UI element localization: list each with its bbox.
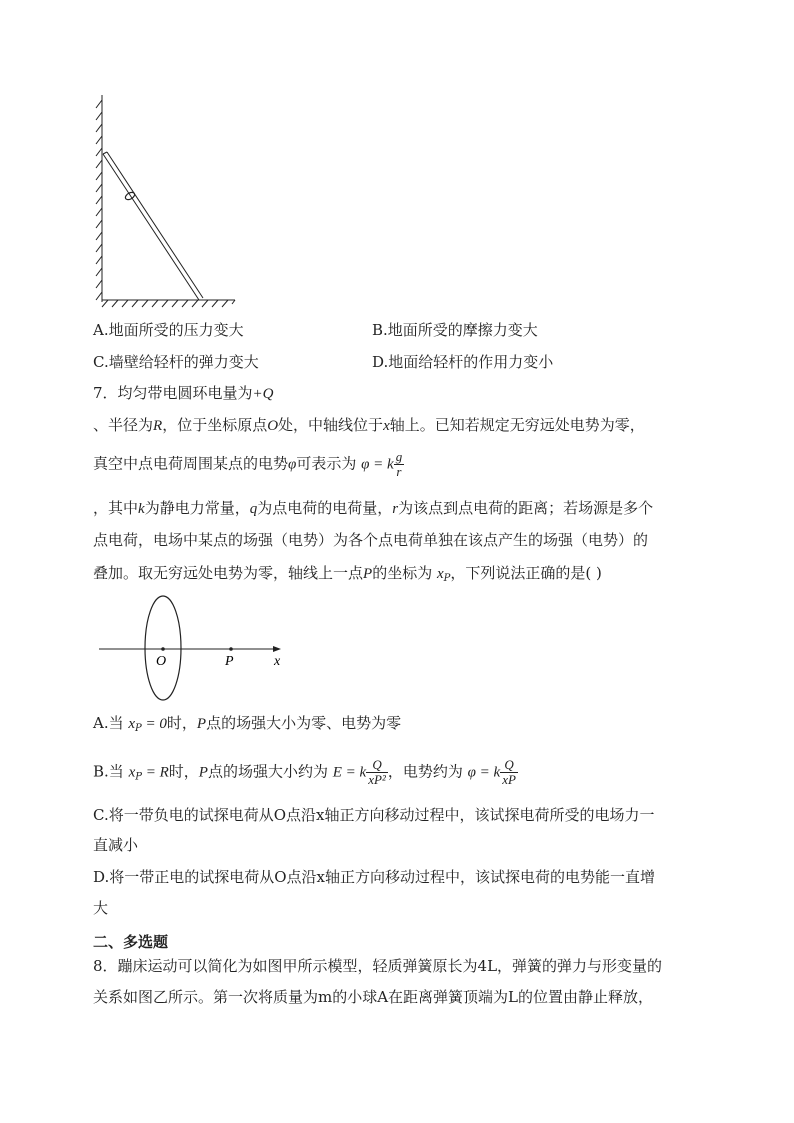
q7-option-b-P: P	[198, 764, 208, 781]
q7-option-b-field-fraction	[366, 758, 388, 787]
q7-option-d-line1: D.将一带正电的试探电荷从O点沿x轴正方向移动过程中，该试探电荷的电势能一直增	[93, 868, 656, 886]
q7-option-a-xp: x	[128, 716, 136, 732]
q7-line6-seg2: 的坐标为	[372, 564, 433, 582]
q7-potential-formula-lhs: φ = k	[361, 456, 394, 473]
q7-option-b-potential-fraction	[500, 758, 518, 787]
q7-option-a-eq: = 0	[141, 716, 167, 732]
q7-line3	[93, 450, 404, 479]
q7-line3-seg2: 可表示为	[296, 454, 357, 473]
q7-line1	[93, 383, 274, 404]
q8-line2: 关系如图乙所示。第一次将质量为m的小球A在距离弹簧顶端为L的位置由静止释放，	[93, 988, 654, 1006]
label-P: P	[225, 654, 234, 669]
q7-line4-seg3: 为点电荷的电荷量，	[257, 499, 393, 517]
q7-option-a-xp-sub: P	[135, 723, 142, 734]
q7-var-phi: φ	[288, 456, 297, 473]
q7-line2-seg2: ，位于坐标原点	[162, 416, 268, 434]
label-O: O	[156, 654, 167, 669]
q7-option-c-line1: C.将一带负电的试探电荷从O点沿x轴正方向移动过程中，该试探电荷所受的电场力一	[93, 806, 655, 824]
q7-option-b-field-den: xP²	[368, 772, 386, 787]
q7-option-b-seg3: ，电势约为	[387, 762, 463, 781]
q7-line1-text: 7．均匀带电圆环电量为	[93, 384, 253, 402]
ground-hatching	[102, 300, 235, 307]
wall-hatching	[96, 95, 102, 302]
q7-option-b	[93, 758, 518, 788]
ring	[124, 191, 136, 201]
q7-option-b-field-num: Q	[366, 758, 388, 773]
q7-option-b-eq: = R	[141, 764, 169, 781]
q7-var-q: q	[249, 501, 258, 517]
q6-option-d: D.地面给轻杆的作用力变小	[372, 353, 554, 371]
q7-line4	[93, 498, 653, 519]
charged-ring-figure	[95, 592, 295, 704]
q7-line2-seg4: 轴上。已知若规定无穷远处电势为零，	[389, 416, 645, 434]
q7-option-b-xp-sub: P	[135, 771, 142, 783]
q7-option-b-seg2: 点的场强大小约为	[207, 762, 328, 781]
q7-line6	[93, 563, 602, 589]
q7-line4-seg1: ，其中	[93, 499, 139, 517]
q6-option-c: C.墙壁给轻杆的弹力变大	[93, 353, 259, 371]
q7-var-r: r	[392, 501, 399, 517]
q7-line2	[93, 415, 645, 436]
q7-option-b-prefix: B.当	[93, 762, 129, 781]
q7-option-b-seg1: 时，	[168, 762, 199, 781]
q7-var-R: R	[153, 418, 163, 434]
q7-var-P: P	[363, 566, 373, 582]
q7-option-a-seg2: 点的场强大小为零、电势为零	[206, 714, 402, 732]
q7-var-k: k	[138, 501, 145, 517]
q7-line6-seg1: 叠加。取无穷远处电势为零，轴线上一点	[93, 564, 364, 582]
q7-line2-seg3: 处，中轴线位于	[278, 416, 384, 434]
q6-option-a: A.地面所受的压力变大	[93, 321, 244, 339]
light-rod	[103, 152, 203, 300]
q7-line2-seg1: 、半径为	[93, 416, 154, 434]
q7-fraction-numerator: g	[395, 449, 403, 464]
label-x: x	[274, 654, 281, 669]
q7-option-a-prefix: A.当	[93, 714, 129, 732]
q6-option-b: B.地面所受的摩擦力变大	[372, 321, 538, 339]
q7-var-xp-sub: P	[443, 573, 451, 584]
q7-option-b-xp: x	[128, 764, 136, 781]
point-P	[229, 647, 233, 651]
q7-option-b-potential-den: xP	[502, 772, 516, 787]
q7-var-xp: x	[436, 566, 444, 582]
section-title-multiple-choice: 二、多选题	[93, 933, 169, 951]
q7-option-d-line2: 大	[93, 899, 109, 917]
q7-option-a-P: P	[196, 716, 207, 732]
q7-line3-seg1: 真空中点电荷周围某点的电势	[93, 454, 289, 473]
q7-option-a	[93, 713, 401, 739]
q7-fraction-denominator: r	[396, 464, 402, 479]
q7-option-b-field-lhs: E = k	[332, 764, 367, 781]
q7-option-a-seg1: 时，	[166, 714, 197, 732]
q7-line5: 点电荷，电场中某点的场强（电势）为各个点电荷单独在该点产生的场强（电势）的	[93, 531, 649, 549]
q7-line4-seg2: 为静电力常量，	[144, 499, 250, 517]
q7-option-c-line2: 直减小	[93, 836, 139, 854]
q7-potential-fraction	[394, 450, 405, 479]
q7-line4-seg4: 为该点到点电荷的距离；若场源是多个	[398, 499, 654, 517]
q7-charge: +Q	[252, 386, 274, 402]
x-axis-arrowhead	[273, 646, 281, 652]
q8-line1: 8．蹦床运动可以简化为如图甲所示模型，轻质弹簧原长为4L，弹簧的弹力与形变量的	[93, 957, 663, 975]
q7-option-b-potential-num: Q	[500, 758, 518, 773]
rod-wall-figure	[80, 90, 250, 315]
q7-option-b-potential-lhs: φ = k	[467, 764, 501, 781]
origin-point	[161, 647, 165, 651]
q7-var-O: O	[267, 418, 279, 434]
q7-line6-seg3: ，下列说法正确的是( )	[450, 564, 602, 582]
q7-var-x: x	[383, 418, 390, 434]
